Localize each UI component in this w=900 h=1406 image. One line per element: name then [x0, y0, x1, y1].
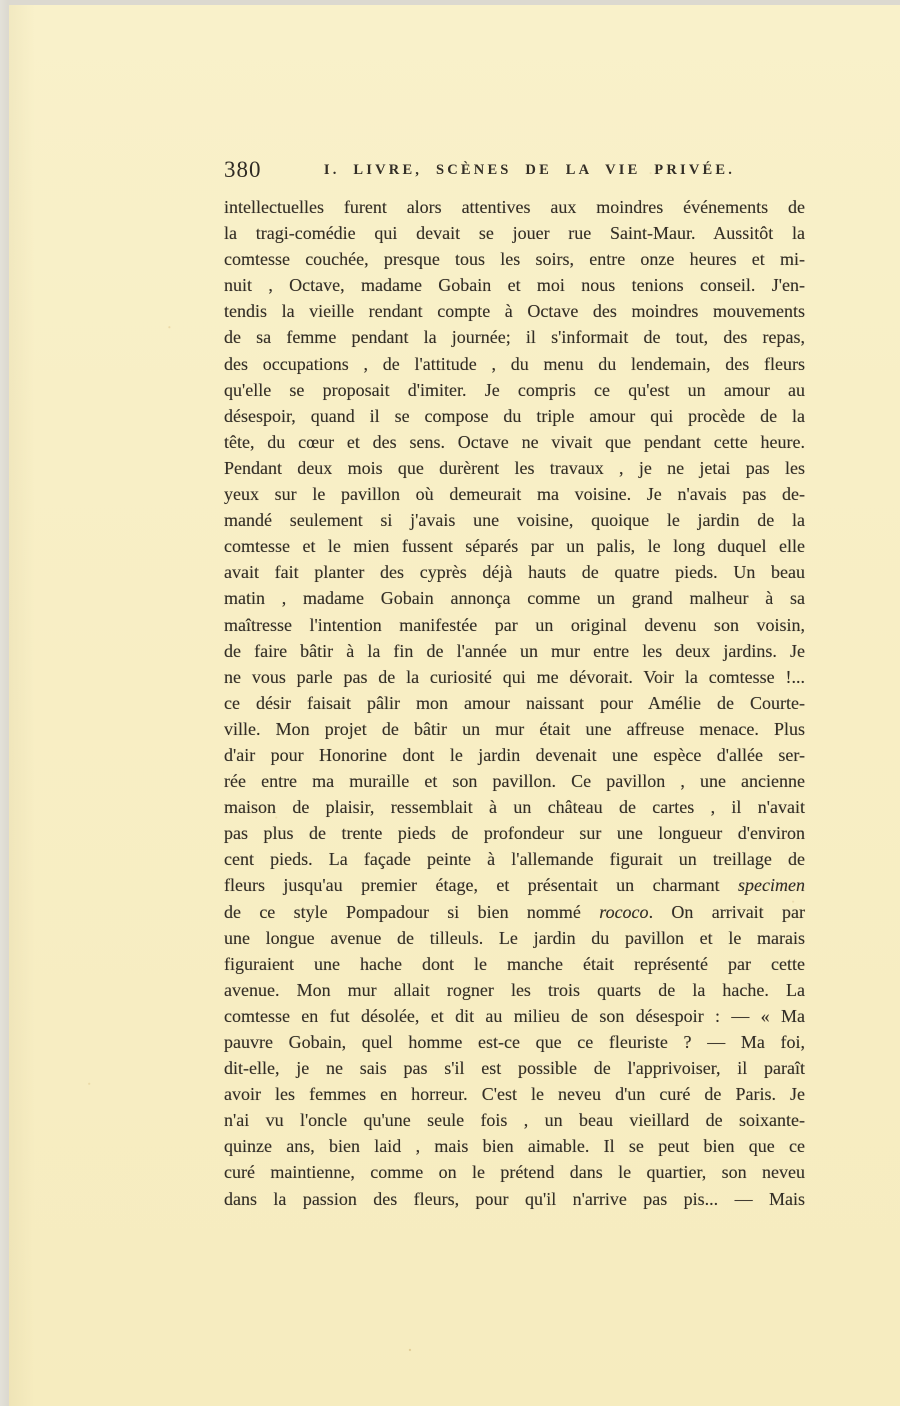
- text-line: ville. Mon projet de bâtir un mur était une affreuse menace. Plus: [224, 718, 805, 739]
- text-line: curé maintienne, comme on le prétend dans le quartier, son neveu: [224, 1162, 805, 1183]
- text-line: mandé seulement si j'avais une voisine, quoique le jardin de la: [224, 510, 805, 531]
- text-line: dit-elle, je ne sais pas s'il est possible de l'apprivoiser, il paraît: [224, 1058, 805, 1079]
- text-line: rée entre ma muraille et son pavillon. Ce pavillon , une ancienne: [224, 771, 805, 792]
- text-line: de faire bâtir à la fin de l'année un mur entre les deux jardins. Je: [224, 640, 805, 661]
- text-line: cent pieds. La façade peinte à l'allemande figurait un treillage de: [224, 849, 805, 870]
- page-number: 380: [224, 157, 262, 182]
- text-line: qu'elle se proposait d'imiter. Je compris ce qu'est un amour au: [224, 379, 805, 400]
- text-line: comtesse en fut désolée, et dit au milieu de son désespoir : — « Ma: [224, 1005, 805, 1026]
- text-line: dans la passion des fleurs, pour qu'il n'arrive pas pis... — Mais: [224, 1188, 805, 1209]
- text-line: de ce style Pompadour si bien nommé rococo. On arrivait par: [224, 901, 805, 922]
- text-line: nuit , Octave, madame Gobain et moi nous tenions conseil. J'en-: [224, 275, 805, 296]
- text-line: tendis la vieille rendant compte à Octave des moindres mouvements: [224, 301, 805, 322]
- page-header: [224, 157, 805, 191]
- text-line: avoir les femmes en horreur. C'est le neveu d'un curé de Paris. Je: [224, 1084, 805, 1105]
- book-page: [9, 5, 900, 1406]
- text-line: avait fait planter des cyprès déjà hauts de quatre pieds. Un beau: [224, 562, 805, 583]
- text-line: tête, du cœur et des sens. Octave ne vivait que pendant cette heure.: [224, 431, 805, 452]
- text-line: d'air pour Honorine dont le jardin devenait une espèce d'allée ser-: [224, 744, 805, 765]
- text-line: yeux sur le pavillon où demeurait ma voisine. Je n'avais pas de-: [224, 484, 805, 505]
- text-line: de sa femme pendant la journée; il s'informait de tout, des repas,: [224, 327, 805, 348]
- text-line: Pendant deux mois que durèrent les travaux , je ne jetai pas les: [224, 457, 805, 478]
- text-line: ce désir faisait pâlir mon amour naissant pour Amélie de Courte-: [224, 692, 805, 713]
- text-line: ne vous parle pas de la curiosité qui me dévorait. Voir la comtesse !...: [224, 666, 805, 687]
- text-line: intellectuelles furent alors attentives aux moindres événements de: [224, 197, 805, 217]
- text-line: la tragi-comédie qui devait se jouer rue Saint-Maur. Aussitôt la: [224, 223, 805, 244]
- text-line: des occupations , de l'attitude , du menu du lendemain, des fleurs: [224, 353, 805, 374]
- text-line: figuraient une hache dont le manche était représenté par cette: [224, 953, 805, 974]
- running-title: I. LIVRE, SCÈNES DE LA VIE PRIVÉE.: [323, 162, 736, 178]
- text-line: matin , madame Gobain annonça comme un grand malheur à sa: [224, 588, 805, 609]
- text-line: une longue avenue de tilleuls. Le jardin du pavillon et le marais: [224, 927, 805, 948]
- text-line: maîtresse l'intention manifestée par un original devenu son voisin,: [224, 614, 805, 635]
- text-line: désespoir, quand il se compose du triple amour qui procède de la: [224, 405, 805, 426]
- text-line: n'ai vu l'oncle qu'une seule fois , un beau vieillard de soixante-: [224, 1110, 805, 1131]
- text-line: comtesse et le mien fussent séparés par un palis, le long duquel elle: [224, 536, 805, 557]
- text-line: pas plus de trente pieds de profondeur sur une longueur d'environ: [224, 823, 805, 844]
- text-line: quinze ans, bien laid , mais bien aimable. Il se peut bien que ce: [224, 1136, 805, 1157]
- text-block: [224, 157, 805, 1212]
- text-line: maison de plaisir, ressemblait à un château de cartes , il n'avait: [224, 797, 805, 818]
- text-line: pauvre Gobain, quel homme est-ce que ce fleuriste ? — Ma foi,: [224, 1032, 805, 1052]
- body-text: [224, 194, 805, 1212]
- text-line: fleurs jusqu'au premier étage, et présentait un charmant specimen: [224, 875, 805, 896]
- text-line: avenue. Mon mur allait rogner les trois quarts de la hache. La: [224, 979, 805, 1000]
- text-line: comtesse couchée, presque tous les soirs, entre onze heures et mi-: [224, 249, 805, 270]
